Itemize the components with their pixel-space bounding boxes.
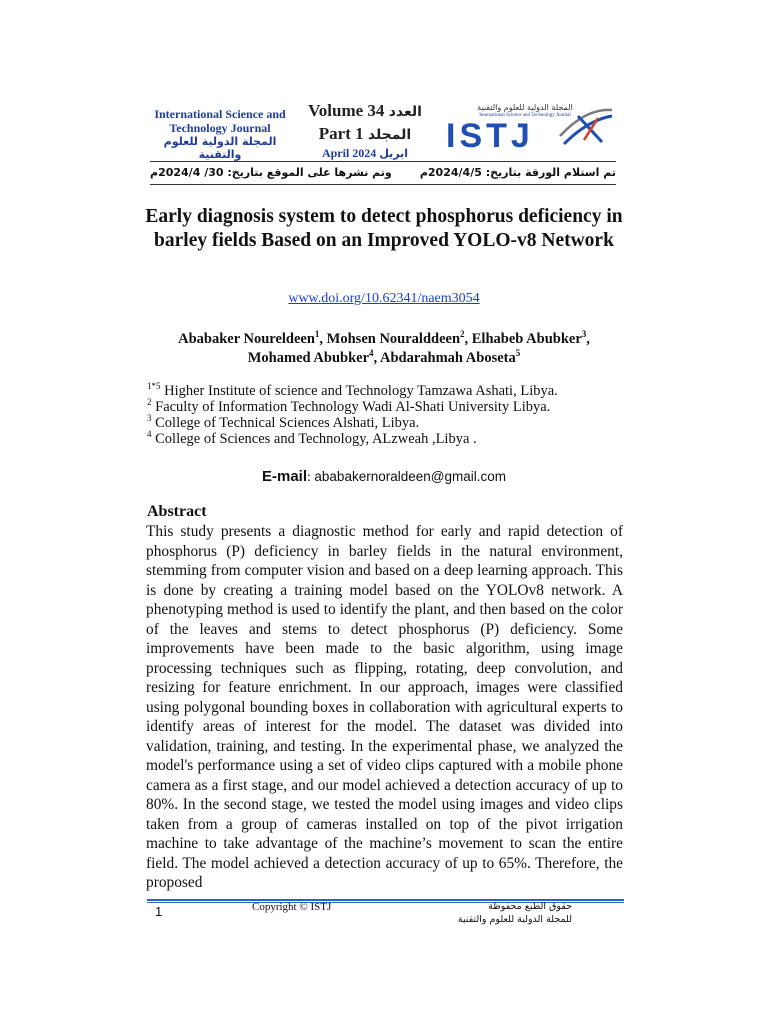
abstract-heading: Abstract — [147, 503, 207, 520]
journal-logo — [440, 100, 615, 155]
email-label: E-mail — [262, 468, 308, 485]
author-sup: 2 — [460, 329, 465, 340]
affiliation-sup: 3 — [147, 413, 152, 424]
received-date: تم استلام الورقة بتاريخ: 2024/4/5م — [419, 166, 616, 179]
author: Mohsen Nouralddeen — [326, 331, 461, 347]
affiliation-sup: 2 — [147, 397, 152, 408]
affiliation — [147, 415, 419, 431]
author-sup: 4 — [369, 348, 374, 359]
volume-en: Volume 34 — [308, 101, 385, 120]
page-number: 1 — [155, 904, 163, 919]
journal-name-en: International Science and Technology Journal — [154, 107, 286, 135]
author: Abdarahmah Aboseta — [379, 350, 516, 366]
rights-line-1: حقوق الطبع محفوظة — [488, 901, 572, 912]
email-address[interactable]: ababakernoraldeen@gmail.com — [314, 469, 506, 484]
affiliation-text: College of Sciences and Technology, ALzweah ,Libya . — [151, 431, 477, 447]
header-rule-bottom — [150, 184, 616, 185]
affiliation-text: Faculty of Information Technology Wadi Al-Shati University Libya. — [151, 399, 551, 415]
affiliation-sup: 4 — [147, 429, 152, 440]
copyright: Copyright © ISTJ — [252, 901, 332, 913]
affiliation — [147, 383, 558, 399]
author-sup: 5 — [515, 348, 521, 359]
affiliation-text: Higher Institute of science and Technology Tamzawa Ashati, Libya. — [160, 383, 558, 399]
logo-swoosh-icon — [558, 106, 614, 150]
volume-ar: العدد — [388, 104, 422, 120]
logo-wordmark: ISTJ — [446, 117, 534, 155]
journal-name-ar: المجلة الدولية للعلوم والتقنية — [163, 135, 277, 161]
affiliation — [147, 431, 477, 447]
part-en: Part 1 — [318, 124, 364, 143]
rights-arabic — [420, 900, 572, 926]
author: Mohamed Abubker — [247, 350, 370, 366]
part-ar: المجلد — [367, 127, 412, 143]
doi-link[interactable]: www.doi.org/10.62341/naem3054 — [288, 291, 480, 306]
affiliation-sup: 1*5 — [147, 381, 161, 392]
issue-date-ar: ابريل — [379, 147, 409, 160]
author: Elhabeb Abubker — [471, 331, 582, 347]
author: Ababaker Noureldeen — [178, 331, 315, 347]
journal-name — [150, 107, 290, 161]
paper-title: Early diagnosis system to detect phosphorus deficiency in barley fields Based on an Improved YOLO-v8 Network — [145, 206, 623, 251]
author-sup: 3 — [581, 329, 587, 340]
published-date: وتم نشرها على الموقع بتاريخ: 30/ 2024/4م — [150, 166, 392, 179]
header-rule-top — [150, 161, 616, 162]
author-sup: 1 — [314, 329, 320, 340]
affiliation-text: College of Technical Sciences Alshati, Libya. — [151, 415, 420, 431]
volume-block — [300, 100, 430, 161]
affiliation — [147, 399, 550, 415]
abstract-body: This study presents a diagnostic method for early and rapid detection of phosphorus (P) deficiency in barley fields in the natural environment, stemming from computer vision and based on a deep learning approach. This is done by creating a training model based on the YOLOv8 network. A phenotyping method is used to identify the plant, and then based on the color of the leaves and stems to detect phosphorus (P) deficiency. Some improvements have been made to the basic algorithm, using image processing techniques such as flipping, rotating, deep convolution, and resizing for feature enrichment. In our approach, images were classified using polygonal bounding boxes in collaboration with agricultural experts to identify areas of interest for the model. The dataset was divided into validation, training, and testing. In the experimental phase, we analyzed the model's performance using a set of video clips captured with a mobile phone camera as a first stage, and our model achieved a detection accuracy of up to 80%. In the second stage, we tested the model using images and video clips taken from a group of cameras installed on top of the pivot irrigation machine to take advantage of the machine’s movement to scan the entire field. The model achieved a detection accuracy of up to 65%. Therefore, the proposed — [146, 523, 623, 891]
logo-arabic-text: المجلة الدولية للعلوم والتقنية — [477, 103, 573, 112]
logo-subtitle: International Science and Technology Journal — [479, 113, 571, 118]
issue-date — [300, 146, 430, 161]
rights-line-2: للمجلة الدولية للعلوم والتقنية — [457, 914, 572, 925]
email-line: E-mail: ababakernoraldeen@gmail.com — [262, 468, 506, 485]
part-line — [300, 123, 430, 146]
issue-date-en: April 2024 — [321, 146, 377, 160]
author-list: Ababaker Noureldeen$^1$, Mohsen Nouralddeen$^2$, Elhabeb Abubker$^3$, Mohamed Abubker$^4$, Abdarahmah Aboseta$^5$ — [178, 329, 590, 366]
volume-line — [300, 100, 430, 123]
dates-row — [150, 164, 616, 182]
